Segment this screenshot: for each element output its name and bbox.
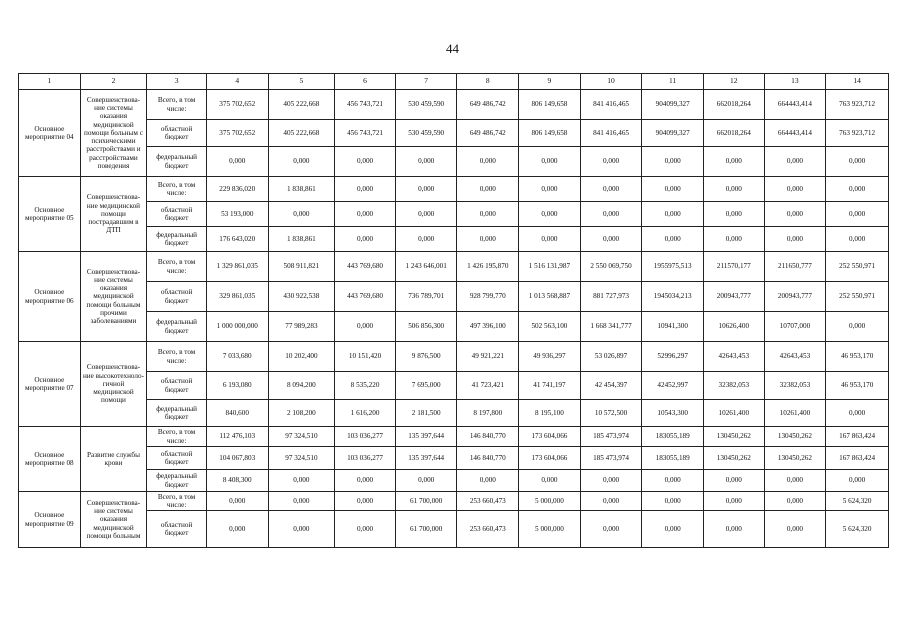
event-name-cell: Основное мероприятие 09 xyxy=(19,492,81,548)
table-row xyxy=(19,120,889,147)
value-cell: 664443,414 xyxy=(764,90,826,120)
value-cell: 167 863,424 xyxy=(826,447,889,470)
funding-source-cell: федеральный бюджет xyxy=(147,400,207,427)
table-row xyxy=(19,372,889,400)
value-cell: 0,000 xyxy=(826,400,889,427)
value-cell: 49 936,297 xyxy=(519,342,581,372)
funding-source-cell: Всего, в том числе: xyxy=(147,427,207,447)
value-cell: 662018,264 xyxy=(703,90,764,120)
value-cell: 5 624,320 xyxy=(826,492,889,511)
value-cell: 103 036,277 xyxy=(335,427,396,447)
table-row xyxy=(19,202,889,227)
value-cell: 173 604,066 xyxy=(519,427,581,447)
value-cell: 1955975,513 xyxy=(642,252,704,282)
value-cell: 52996,297 xyxy=(642,342,704,372)
value-cell: 0,000 xyxy=(206,147,268,177)
value-cell: 8 195,100 xyxy=(519,400,581,427)
value-cell: 840,600 xyxy=(206,400,268,427)
value-cell: 0,000 xyxy=(268,492,335,511)
value-cell: 97 324,510 xyxy=(268,447,335,470)
value-cell: 1945034,213 xyxy=(642,282,704,312)
value-cell: 253 660,473 xyxy=(457,492,519,511)
value-cell: 0,000 xyxy=(457,177,519,202)
value-cell: 211570,177 xyxy=(703,252,764,282)
value-cell: 456 743,721 xyxy=(335,90,396,120)
event-name-cell: Основное мероприятие 07 xyxy=(19,342,81,427)
value-cell: 53 193,000 xyxy=(206,202,268,227)
value-cell: 46 953,170 xyxy=(826,342,889,372)
column-header: 2 xyxy=(80,74,147,90)
value-cell: 1 329 861,035 xyxy=(206,252,268,282)
value-cell: 497 396,100 xyxy=(457,312,519,342)
value-cell: 10261,400 xyxy=(703,400,764,427)
value-cell: 0,000 xyxy=(395,470,457,492)
value-cell: 112 476,103 xyxy=(206,427,268,447)
event-name-cell: Основное мероприятие 04 xyxy=(19,90,81,177)
value-cell: 456 743,721 xyxy=(335,120,396,147)
funding-source-cell: областной бюджет xyxy=(147,372,207,400)
value-cell: 252 550,971 xyxy=(826,282,889,312)
value-cell: 0,000 xyxy=(703,202,764,227)
value-cell: 0,000 xyxy=(826,227,889,252)
event-description-cell: Совершенствова-ние системы оказания медицинской помощи больным xyxy=(80,492,147,548)
value-cell: 8 535,220 xyxy=(335,372,396,400)
funding-source-cell: Всего, в том числе: xyxy=(147,252,207,282)
value-cell: 7 033,680 xyxy=(206,342,268,372)
value-cell: 0,000 xyxy=(457,227,519,252)
value-cell: 0,000 xyxy=(764,147,826,177)
column-header: 1 xyxy=(19,74,81,90)
value-cell: 375 702,652 xyxy=(206,90,268,120)
value-cell: 42643,453 xyxy=(764,342,826,372)
column-header: 4 xyxy=(206,74,268,90)
funding-source-cell: областной бюджет xyxy=(147,120,207,147)
value-cell: 130450,262 xyxy=(764,427,826,447)
value-cell: 10707,000 xyxy=(764,312,826,342)
column-header: 3 xyxy=(147,74,207,90)
table-row xyxy=(19,447,889,470)
value-cell: 6 193,080 xyxy=(206,372,268,400)
value-cell: 443 769,680 xyxy=(335,282,396,312)
value-cell: 0,000 xyxy=(519,202,581,227)
event-name-cell: Основное мероприятие 05 xyxy=(19,177,81,252)
value-cell: 32382,053 xyxy=(703,372,764,400)
table-row xyxy=(19,282,889,312)
value-cell: 662018,264 xyxy=(703,120,764,147)
table-body xyxy=(19,74,889,548)
value-cell: 1 516 131,987 xyxy=(519,252,581,282)
event-description-cell: Развитие службы крови xyxy=(80,427,147,492)
value-cell: 200943,777 xyxy=(764,282,826,312)
value-cell: 41 723,421 xyxy=(457,372,519,400)
value-cell: 904099,327 xyxy=(642,120,704,147)
value-cell: 185 473,974 xyxy=(580,447,642,470)
value-cell: 0,000 xyxy=(580,202,642,227)
value-cell: 135 397,644 xyxy=(395,447,457,470)
value-cell: 173 604,066 xyxy=(519,447,581,470)
value-cell: 2 108,200 xyxy=(268,400,335,427)
value-cell: 103 036,277 xyxy=(335,447,396,470)
funding-source-cell: областной бюджет xyxy=(147,282,207,312)
value-cell: 0,000 xyxy=(457,202,519,227)
value-cell: 0,000 xyxy=(642,202,704,227)
value-cell: 806 149,658 xyxy=(519,120,581,147)
value-cell: 0,000 xyxy=(642,511,704,548)
value-cell: 0,000 xyxy=(206,511,268,548)
value-cell: 0,000 xyxy=(764,470,826,492)
value-cell: 881 727,973 xyxy=(580,282,642,312)
value-cell: 0,000 xyxy=(642,147,704,177)
column-header: 6 xyxy=(335,74,396,90)
value-cell: 10626,400 xyxy=(703,312,764,342)
value-cell: 0,000 xyxy=(764,492,826,511)
value-cell: 530 459,590 xyxy=(395,120,457,147)
value-cell: 508 911,821 xyxy=(268,252,335,282)
value-cell: 7 695,000 xyxy=(395,372,457,400)
value-cell: 530 459,590 xyxy=(395,90,457,120)
event-description-cell: Совершенствова-ние высокотехноло-гичной медицинской помощи xyxy=(80,342,147,427)
value-cell: 130450,262 xyxy=(764,447,826,470)
value-cell: 0,000 xyxy=(642,492,704,511)
value-cell: 10 202,400 xyxy=(268,342,335,372)
value-cell: 0,000 xyxy=(335,312,396,342)
value-cell: 0,000 xyxy=(335,492,396,511)
value-cell: 430 922,538 xyxy=(268,282,335,312)
column-header: 5 xyxy=(268,74,335,90)
value-cell: 46 953,170 xyxy=(826,372,889,400)
value-cell: 375 702,652 xyxy=(206,120,268,147)
table-row xyxy=(19,511,889,548)
value-cell: 0,000 xyxy=(268,470,335,492)
value-cell: 0,000 xyxy=(826,202,889,227)
table-row xyxy=(19,312,889,342)
value-cell: 49 921,221 xyxy=(457,342,519,372)
value-cell: 0,000 xyxy=(703,492,764,511)
value-cell: 0,000 xyxy=(642,227,704,252)
header-row xyxy=(19,74,889,90)
value-cell: 0,000 xyxy=(268,511,335,548)
value-cell: 841 416,465 xyxy=(580,120,642,147)
value-cell: 77 989,283 xyxy=(268,312,335,342)
column-header: 7 xyxy=(395,74,457,90)
value-cell: 146 840,770 xyxy=(457,447,519,470)
value-cell: 0,000 xyxy=(457,470,519,492)
value-cell: 0,000 xyxy=(580,227,642,252)
value-cell: 0,000 xyxy=(519,227,581,252)
value-cell: 0,000 xyxy=(335,511,396,548)
value-cell: 130450,262 xyxy=(703,427,764,447)
value-cell: 10 151,420 xyxy=(335,342,396,372)
value-cell: 0,000 xyxy=(580,511,642,548)
value-cell: 176 643,020 xyxy=(206,227,268,252)
value-cell: 0,000 xyxy=(826,177,889,202)
value-cell: 8 094,200 xyxy=(268,372,335,400)
value-cell: 32382,053 xyxy=(764,372,826,400)
value-cell: 0,000 xyxy=(206,492,268,511)
value-cell: 1 838,861 xyxy=(268,177,335,202)
value-cell: 42 454,397 xyxy=(580,372,642,400)
value-cell: 928 799,770 xyxy=(457,282,519,312)
value-cell: 167 863,424 xyxy=(826,427,889,447)
funding-source-cell: Всего, в том числе: xyxy=(147,492,207,511)
value-cell: 10261,400 xyxy=(764,400,826,427)
value-cell: 0,000 xyxy=(642,470,704,492)
value-cell: 5 000,000 xyxy=(519,511,581,548)
value-cell: 0,000 xyxy=(335,470,396,492)
value-cell: 1 013 568,887 xyxy=(519,282,581,312)
value-cell: 97 324,510 xyxy=(268,427,335,447)
value-cell: 42643,453 xyxy=(703,342,764,372)
value-cell: 0,000 xyxy=(580,177,642,202)
column-header: 12 xyxy=(703,74,764,90)
column-header: 14 xyxy=(826,74,889,90)
value-cell: 9 876,500 xyxy=(395,342,457,372)
value-cell: 0,000 xyxy=(580,147,642,177)
value-cell: 502 563,100 xyxy=(519,312,581,342)
value-cell: 130450,262 xyxy=(703,447,764,470)
value-cell: 1 616,200 xyxy=(335,400,396,427)
value-cell: 736 789,701 xyxy=(395,282,457,312)
table-row xyxy=(19,252,889,282)
value-cell: 841 416,465 xyxy=(580,90,642,120)
value-cell: 10941,300 xyxy=(642,312,704,342)
value-cell: 1 838,861 xyxy=(268,227,335,252)
funding-source-cell: областной бюджет xyxy=(147,511,207,548)
table-row xyxy=(19,342,889,372)
value-cell: 0,000 xyxy=(764,202,826,227)
value-cell: 1 243 646,001 xyxy=(395,252,457,282)
value-cell: 405 222,668 xyxy=(268,120,335,147)
funding-source-cell: Всего, в том числе: xyxy=(147,342,207,372)
value-cell: 0,000 xyxy=(268,202,335,227)
table-row xyxy=(19,400,889,427)
value-cell: 0,000 xyxy=(395,227,457,252)
funding-source-cell: федеральный бюджет xyxy=(147,470,207,492)
value-cell: 0,000 xyxy=(395,202,457,227)
value-cell: 0,000 xyxy=(703,147,764,177)
funding-source-cell: Всего, в том числе: xyxy=(147,177,207,202)
value-cell: 0,000 xyxy=(395,177,457,202)
value-cell: 61 700,000 xyxy=(395,492,457,511)
value-cell: 0,000 xyxy=(826,147,889,177)
column-header: 13 xyxy=(764,74,826,90)
budget-table xyxy=(18,73,889,548)
funding-source-cell: областной бюджет xyxy=(147,447,207,470)
value-cell: 0,000 xyxy=(395,147,457,177)
value-cell: 10 572,500 xyxy=(580,400,642,427)
value-cell: 904099,327 xyxy=(642,90,704,120)
value-cell: 806 149,658 xyxy=(519,90,581,120)
value-cell: 0,000 xyxy=(642,177,704,202)
value-cell: 183055,189 xyxy=(642,447,704,470)
value-cell: 1 668 341,777 xyxy=(580,312,642,342)
event-description-cell: Совершенствова-ние системы оказания медицинской помощи больным с психическими расстройствами и расстройствами поведения xyxy=(80,90,147,177)
value-cell: 443 769,680 xyxy=(335,252,396,282)
value-cell: 0,000 xyxy=(703,227,764,252)
value-cell: 5 624,320 xyxy=(826,511,889,548)
value-cell: 0,000 xyxy=(703,177,764,202)
value-cell: 53 026,897 xyxy=(580,342,642,372)
table-row xyxy=(19,470,889,492)
value-cell: 0,000 xyxy=(703,470,764,492)
page-number: 44 xyxy=(446,41,459,56)
value-cell: 0,000 xyxy=(580,492,642,511)
event-name-cell: Основное мероприятие 06 xyxy=(19,252,81,342)
value-cell: 0,000 xyxy=(335,177,396,202)
value-cell: 0,000 xyxy=(519,177,581,202)
value-cell: 405 222,668 xyxy=(268,90,335,120)
value-cell: 8 197,800 xyxy=(457,400,519,427)
value-cell: 5 000,000 xyxy=(519,492,581,511)
value-cell: 41 741,197 xyxy=(519,372,581,400)
value-cell: 1 000 000,000 xyxy=(206,312,268,342)
value-cell: 42452,997 xyxy=(642,372,704,400)
value-cell: 211650,777 xyxy=(764,252,826,282)
value-cell: 61 700,000 xyxy=(395,511,457,548)
value-cell: 0,000 xyxy=(335,147,396,177)
funding-source-cell: областной бюджет xyxy=(147,202,207,227)
value-cell: 0,000 xyxy=(580,470,642,492)
event-description-cell: Совершенствова-ние системы оказания медицинской помощи больным прочими заболеваниями xyxy=(80,252,147,342)
table-row xyxy=(19,177,889,202)
value-cell: 0,000 xyxy=(519,470,581,492)
value-cell: 664443,414 xyxy=(764,120,826,147)
value-cell: 1 426 195,870 xyxy=(457,252,519,282)
event-description-cell: Совершенствова-ние медицинской помощи пострадавшим в ДТП xyxy=(80,177,147,252)
value-cell: 0,000 xyxy=(519,147,581,177)
value-cell: 649 486,742 xyxy=(457,90,519,120)
column-header: 9 xyxy=(519,74,581,90)
funding-source-cell: Всего, в том числе: xyxy=(147,90,207,120)
table-row xyxy=(19,427,889,447)
column-header: 11 xyxy=(642,74,704,90)
value-cell: 763 923,712 xyxy=(826,120,889,147)
value-cell: 252 550,971 xyxy=(826,252,889,282)
table-row xyxy=(19,147,889,177)
value-cell: 0,000 xyxy=(764,177,826,202)
value-cell: 0,000 xyxy=(764,227,826,252)
value-cell: 329 861,035 xyxy=(206,282,268,312)
value-cell: 104 067,803 xyxy=(206,447,268,470)
funding-source-cell: федеральный бюджет xyxy=(147,312,207,342)
value-cell: 135 397,644 xyxy=(395,427,457,447)
value-cell: 253 660,473 xyxy=(457,511,519,548)
event-name-cell: Основное мероприятие 08 xyxy=(19,427,81,492)
value-cell: 2 181,500 xyxy=(395,400,457,427)
value-cell: 506 856,300 xyxy=(395,312,457,342)
value-cell: 8 408,300 xyxy=(206,470,268,492)
value-cell: 0,000 xyxy=(457,147,519,177)
value-cell: 0,000 xyxy=(335,202,396,227)
value-cell: 200943,777 xyxy=(703,282,764,312)
column-header: 8 xyxy=(457,74,519,90)
value-cell: 0,000 xyxy=(826,312,889,342)
value-cell: 0,000 xyxy=(268,147,335,177)
value-cell: 146 840,770 xyxy=(457,427,519,447)
value-cell: 0,000 xyxy=(764,511,826,548)
value-cell: 2 550 069,750 xyxy=(580,252,642,282)
value-cell: 0,000 xyxy=(826,470,889,492)
value-cell: 229 836,020 xyxy=(206,177,268,202)
value-cell: 763 923,712 xyxy=(826,90,889,120)
funding-source-cell: федеральный бюджет xyxy=(147,147,207,177)
value-cell: 0,000 xyxy=(703,511,764,548)
value-cell: 183055,189 xyxy=(642,427,704,447)
value-cell: 0,000 xyxy=(335,227,396,252)
table-row xyxy=(19,90,889,120)
table-row xyxy=(19,492,889,511)
column-header: 10 xyxy=(580,74,642,90)
funding-source-cell: федеральный бюджет xyxy=(147,227,207,252)
table-row xyxy=(19,227,889,252)
value-cell: 185 473,974 xyxy=(580,427,642,447)
value-cell: 649 486,742 xyxy=(457,120,519,147)
value-cell: 10543,300 xyxy=(642,400,704,427)
